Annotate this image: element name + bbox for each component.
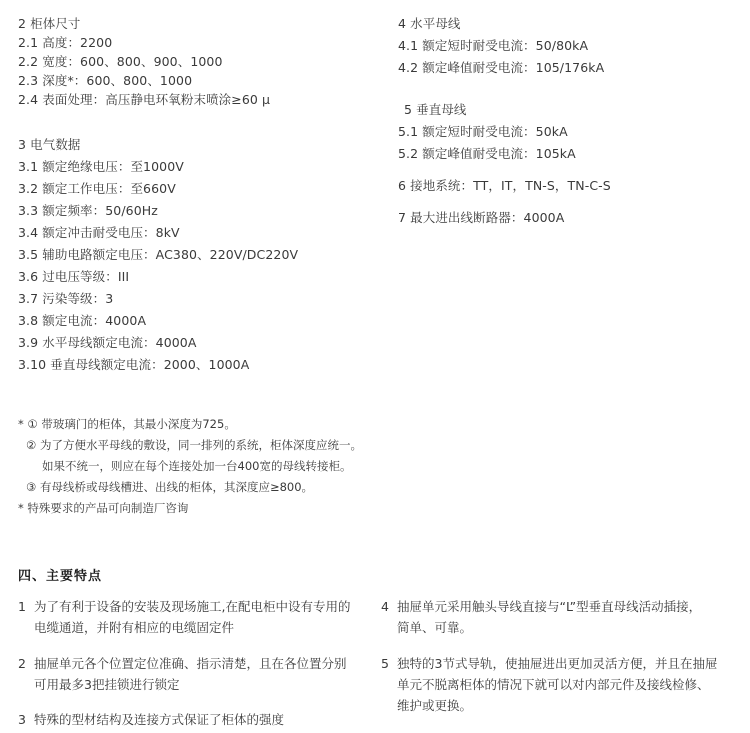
feature-number: 4: [381, 599, 389, 614]
spec-line-grounding: 6 接地系统：TT，IT，TN-S，TN-C-S: [398, 178, 611, 193]
note-line: ② 为了方便水平母线的敷设，同一排列的系统，柜体深度应统一。: [26, 438, 362, 452]
feature-text-line: 独特的3节式导轨，使抽屉进出更加灵活方便，并且在抽屉: [397, 656, 718, 671]
section-title-electrical: 3 电气数据: [18, 137, 81, 152]
spec-line-height: 2.1 高度：2200: [18, 35, 113, 50]
spec-line-vertical-peak: 5.2 额定峰值耐受电流：105kA: [398, 146, 576, 161]
feature-number: 3: [18, 712, 26, 727]
spec-line-rated-current: 3.8 额定电流：4000A: [18, 313, 147, 328]
feature-number: 1: [18, 599, 26, 614]
features-heading: 四、主要特点: [18, 569, 103, 584]
feature-number: 2: [18, 656, 26, 671]
note-line: * ① 带玻璃门的柜体，其最小深度为725。: [18, 417, 236, 431]
note-line: ③ 有母线桥或母线槽进、出线的柜体，其深度应≥800。: [26, 480, 314, 494]
feature-item-2: [18, 653, 378, 695]
spec-line-width: 2.2 宽度：600、800、900、1000: [18, 54, 223, 69]
feature-item-5: [381, 653, 741, 716]
feature-item-4: [381, 596, 741, 638]
left-spec-column: [18, 14, 388, 374]
feature-text-line: 抽屉单元采用触头导线直接与“L”型垂直母线活动插接，: [397, 599, 702, 614]
section-title-dimensions: 2 柜体尺寸: [18, 16, 81, 31]
feature-text-line: 简单、可靠。: [397, 620, 473, 635]
note-line: 如果不统一，则应在每个连接处加一台400宽的母线转接柜。: [42, 459, 352, 473]
notes-block: [18, 414, 718, 519]
feature-item-1: [18, 596, 378, 638]
feature-text-line: 维护或更换。: [397, 698, 473, 713]
spec-line-max-breaker: 7 最大进出线断路器：4000A: [398, 210, 565, 225]
spec-line-vertical-busbar-current: 3.10 垂直母线额定电流：2000、1000A: [18, 357, 250, 372]
spec-line-aux-voltage: 3.5 辅助电路额定电压：AC380、220V/DC220V: [18, 247, 299, 262]
feature-text-line: 可用最多3把挂锁进行锁定: [34, 677, 180, 692]
right-spec-column: [398, 14, 738, 227]
note-line: * 特殊要求的产品可向制造厂咨询: [18, 501, 189, 515]
spec-line-vertical-short-time: 5.1 额定短时耐受电流：50kA: [398, 124, 568, 139]
spec-line-working-voltage: 3.2 额定工作电压：至660V: [18, 181, 176, 196]
feature-text-line: 单元不脱离柜体的情况下就可以对内部元件及接线检修、: [397, 677, 710, 692]
spec-line-horizontal-short-time: 4.1 额定短时耐受电流：50/80kA: [398, 38, 589, 53]
section-title-horizontal-busbar: 4 水平母线: [398, 16, 461, 31]
feature-number: 5: [381, 656, 389, 671]
section-title-vertical-busbar: 5 垂直母线: [404, 102, 467, 117]
spec-line-impulse-voltage: 3.4 额定冲击耐受电压：8kV: [18, 225, 180, 240]
feature-text-line: 为了有利于设备的安装及现场施工,在配电柜中设有专用的: [34, 599, 351, 614]
feature-text-line: 抽屉单元各个位置定位准确、指示清楚，且在各位置分别: [34, 656, 347, 671]
spec-line-pollution: 3.7 污染等级：3: [18, 291, 114, 306]
feature-text-line: 特殊的型材结构及连接方式保证了柜体的强度: [34, 712, 285, 727]
spec-line-depth: 2.3 深度*：600、800、1000: [18, 73, 193, 88]
spec-line-overvoltage: 3.6 过电压等级：III: [18, 269, 130, 284]
feature-item-3: [18, 709, 378, 730]
spec-line-frequency: 3.3 额定频率：50/60Hz: [18, 203, 158, 218]
spec-line-insulation-voltage: 3.1 额定绝缘电压：至1000V: [18, 159, 184, 174]
feature-text-line: 电缆通道，并附有相应的电缆固定件: [34, 620, 235, 635]
spec-line-horizontal-peak: 4.2 额定峰值耐受电流：105/176kA: [398, 60, 605, 75]
spec-line-horizontal-busbar-current: 3.9 水平母线额定电流：4000A: [18, 335, 197, 350]
spec-line-surface: 2.4 表面处理：高压静电环氧粉末喷涂≥60 μ: [18, 92, 271, 107]
